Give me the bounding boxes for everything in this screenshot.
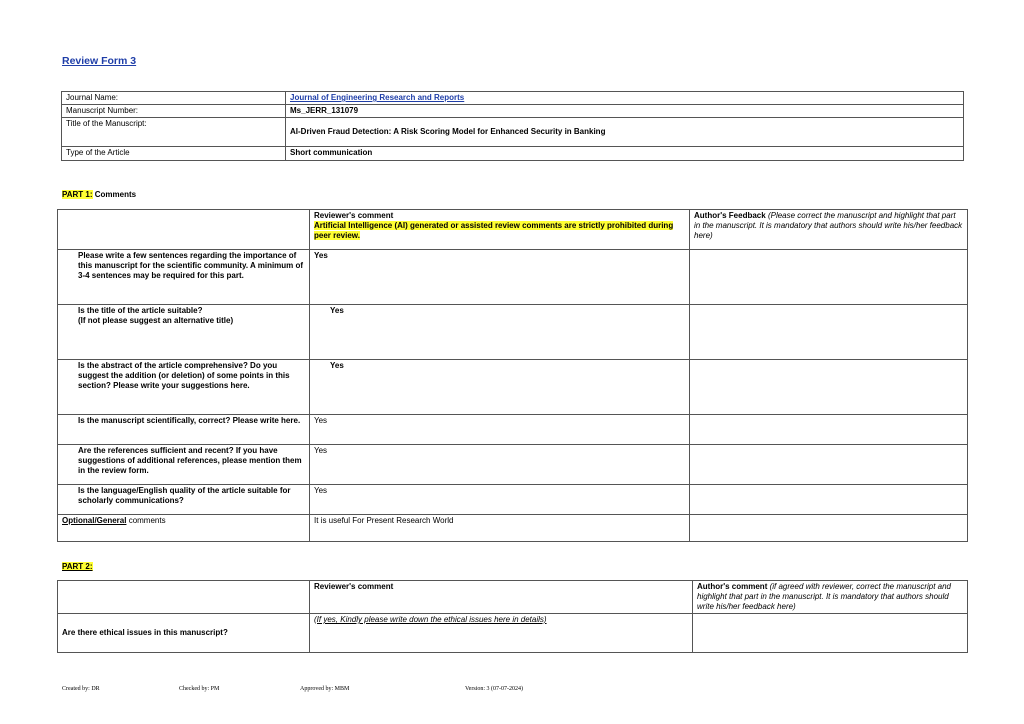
- answer-abstract[interactable]: Yes: [310, 360, 690, 415]
- optional-general-label: Optional/General: [62, 516, 127, 525]
- optional-comments-answer[interactable]: It is useful For Present Research World: [310, 515, 690, 542]
- author-feedback-abstract[interactable]: [690, 360, 968, 415]
- answer-language[interactable]: Yes: [310, 485, 690, 515]
- part1-heading: [62, 190, 136, 199]
- manuscript-number-value: Ms_JERR_131079: [286, 105, 964, 118]
- author-feedback-references[interactable]: [690, 445, 968, 485]
- ethical-issues-answer[interactable]: (If yes, Kindly please write down the ethical issues here in details): [310, 614, 693, 653]
- ethical-issues-author-comment[interactable]: [693, 614, 968, 653]
- manuscript-number-label: Manuscript Number:: [62, 105, 286, 118]
- manuscript-info-table: [61, 91, 964, 161]
- author-feedback-title[interactable]: [690, 305, 968, 360]
- form-title: Review Form 3: [62, 55, 137, 67]
- journal-name-label: Journal Name:: [62, 92, 286, 105]
- part2-reviewer-heading: Reviewer's comment: [310, 581, 693, 614]
- author-feedback-scientific[interactable]: [690, 415, 968, 445]
- part2-ethics-table: [57, 580, 968, 653]
- footer-version: Version: 3 (07-07-2024): [465, 686, 523, 692]
- article-type-value: Short communication: [286, 147, 964, 161]
- question-scientific: Is the manuscript scientifically, correct? Please write here.: [58, 415, 310, 445]
- part1-comments-table: [57, 209, 968, 542]
- author-feedback-language[interactable]: [690, 485, 968, 515]
- part2-author-note: (if agreed with reviewer, correct the manuscript and highlight that part in the manuscript. It is mandatory that authors should write his/her feedback here): [697, 582, 952, 611]
- part1-author-heading: Author's Feedback: [694, 211, 766, 220]
- ai-prohibition-notice: Artificial Intelligence (AI) generated or assisted review comments are strictly prohibited during peer review.: [314, 221, 674, 240]
- answer-scientific[interactable]: Yes: [310, 415, 690, 445]
- part1-author-note: (Please correct the manuscript and highlight that part in the manuscript. It is mandatory that authors should write his/her feedback here): [694, 211, 963, 240]
- answer-references[interactable]: Yes: [310, 445, 690, 485]
- manuscript-title-label: Title of the Manuscript:: [62, 118, 286, 147]
- journal-name-link[interactable]: Journal of Engineering Research and Reports: [290, 93, 465, 102]
- ethical-issues-question: Are there ethical issues in this manuscript?: [58, 614, 310, 653]
- question-references: Are the references sufficient and recent? If you have suggestions of additional references, please mention them in the review form.: [58, 445, 310, 485]
- answer-importance[interactable]: Yes: [310, 250, 690, 305]
- optional-author-feedback[interactable]: [690, 515, 968, 542]
- part1-reviewer-heading: Reviewer's comment: [314, 211, 394, 220]
- question-language: Is the language/English quality of the article suitable for scholarly communications?: [58, 485, 310, 515]
- question-importance: Please write a few sentences regarding the importance of this manuscript for the scientific community. A minimum of 3-4 sentences may be required for this part.: [58, 250, 310, 305]
- footer-created-by: Created by: DR: [62, 686, 100, 692]
- part2-heading: [62, 562, 93, 571]
- footer-checked-by: Checked by: PM: [179, 686, 220, 692]
- author-feedback-importance[interactable]: [690, 250, 968, 305]
- footer-approved-by: Approved by: MBM: [300, 686, 350, 692]
- answer-title[interactable]: Yes: [310, 305, 690, 360]
- part2-label: PART 2:: [62, 562, 93, 571]
- article-type-label: Type of the Article: [62, 147, 286, 161]
- part1-label: PART 1:: [62, 190, 93, 199]
- optional-comments-suffix: comments: [126, 516, 166, 525]
- question-abstract: Is the abstract of the article comprehensive? Do you suggest the addition (or deletion) of some points in this section? Please write your suggestions here.: [58, 360, 310, 415]
- question-title: Is the title of the article suitable? (If not please suggest an alternative title): [58, 305, 310, 360]
- manuscript-title-value: AI-Driven Fraud Detection: A Risk Scoring Model for Enhanced Security in Banking: [286, 118, 964, 147]
- optional-comments-label: [58, 515, 310, 542]
- part1-suffix: Comments: [94, 190, 137, 199]
- part2-author-heading: Author's comment: [697, 582, 768, 591]
